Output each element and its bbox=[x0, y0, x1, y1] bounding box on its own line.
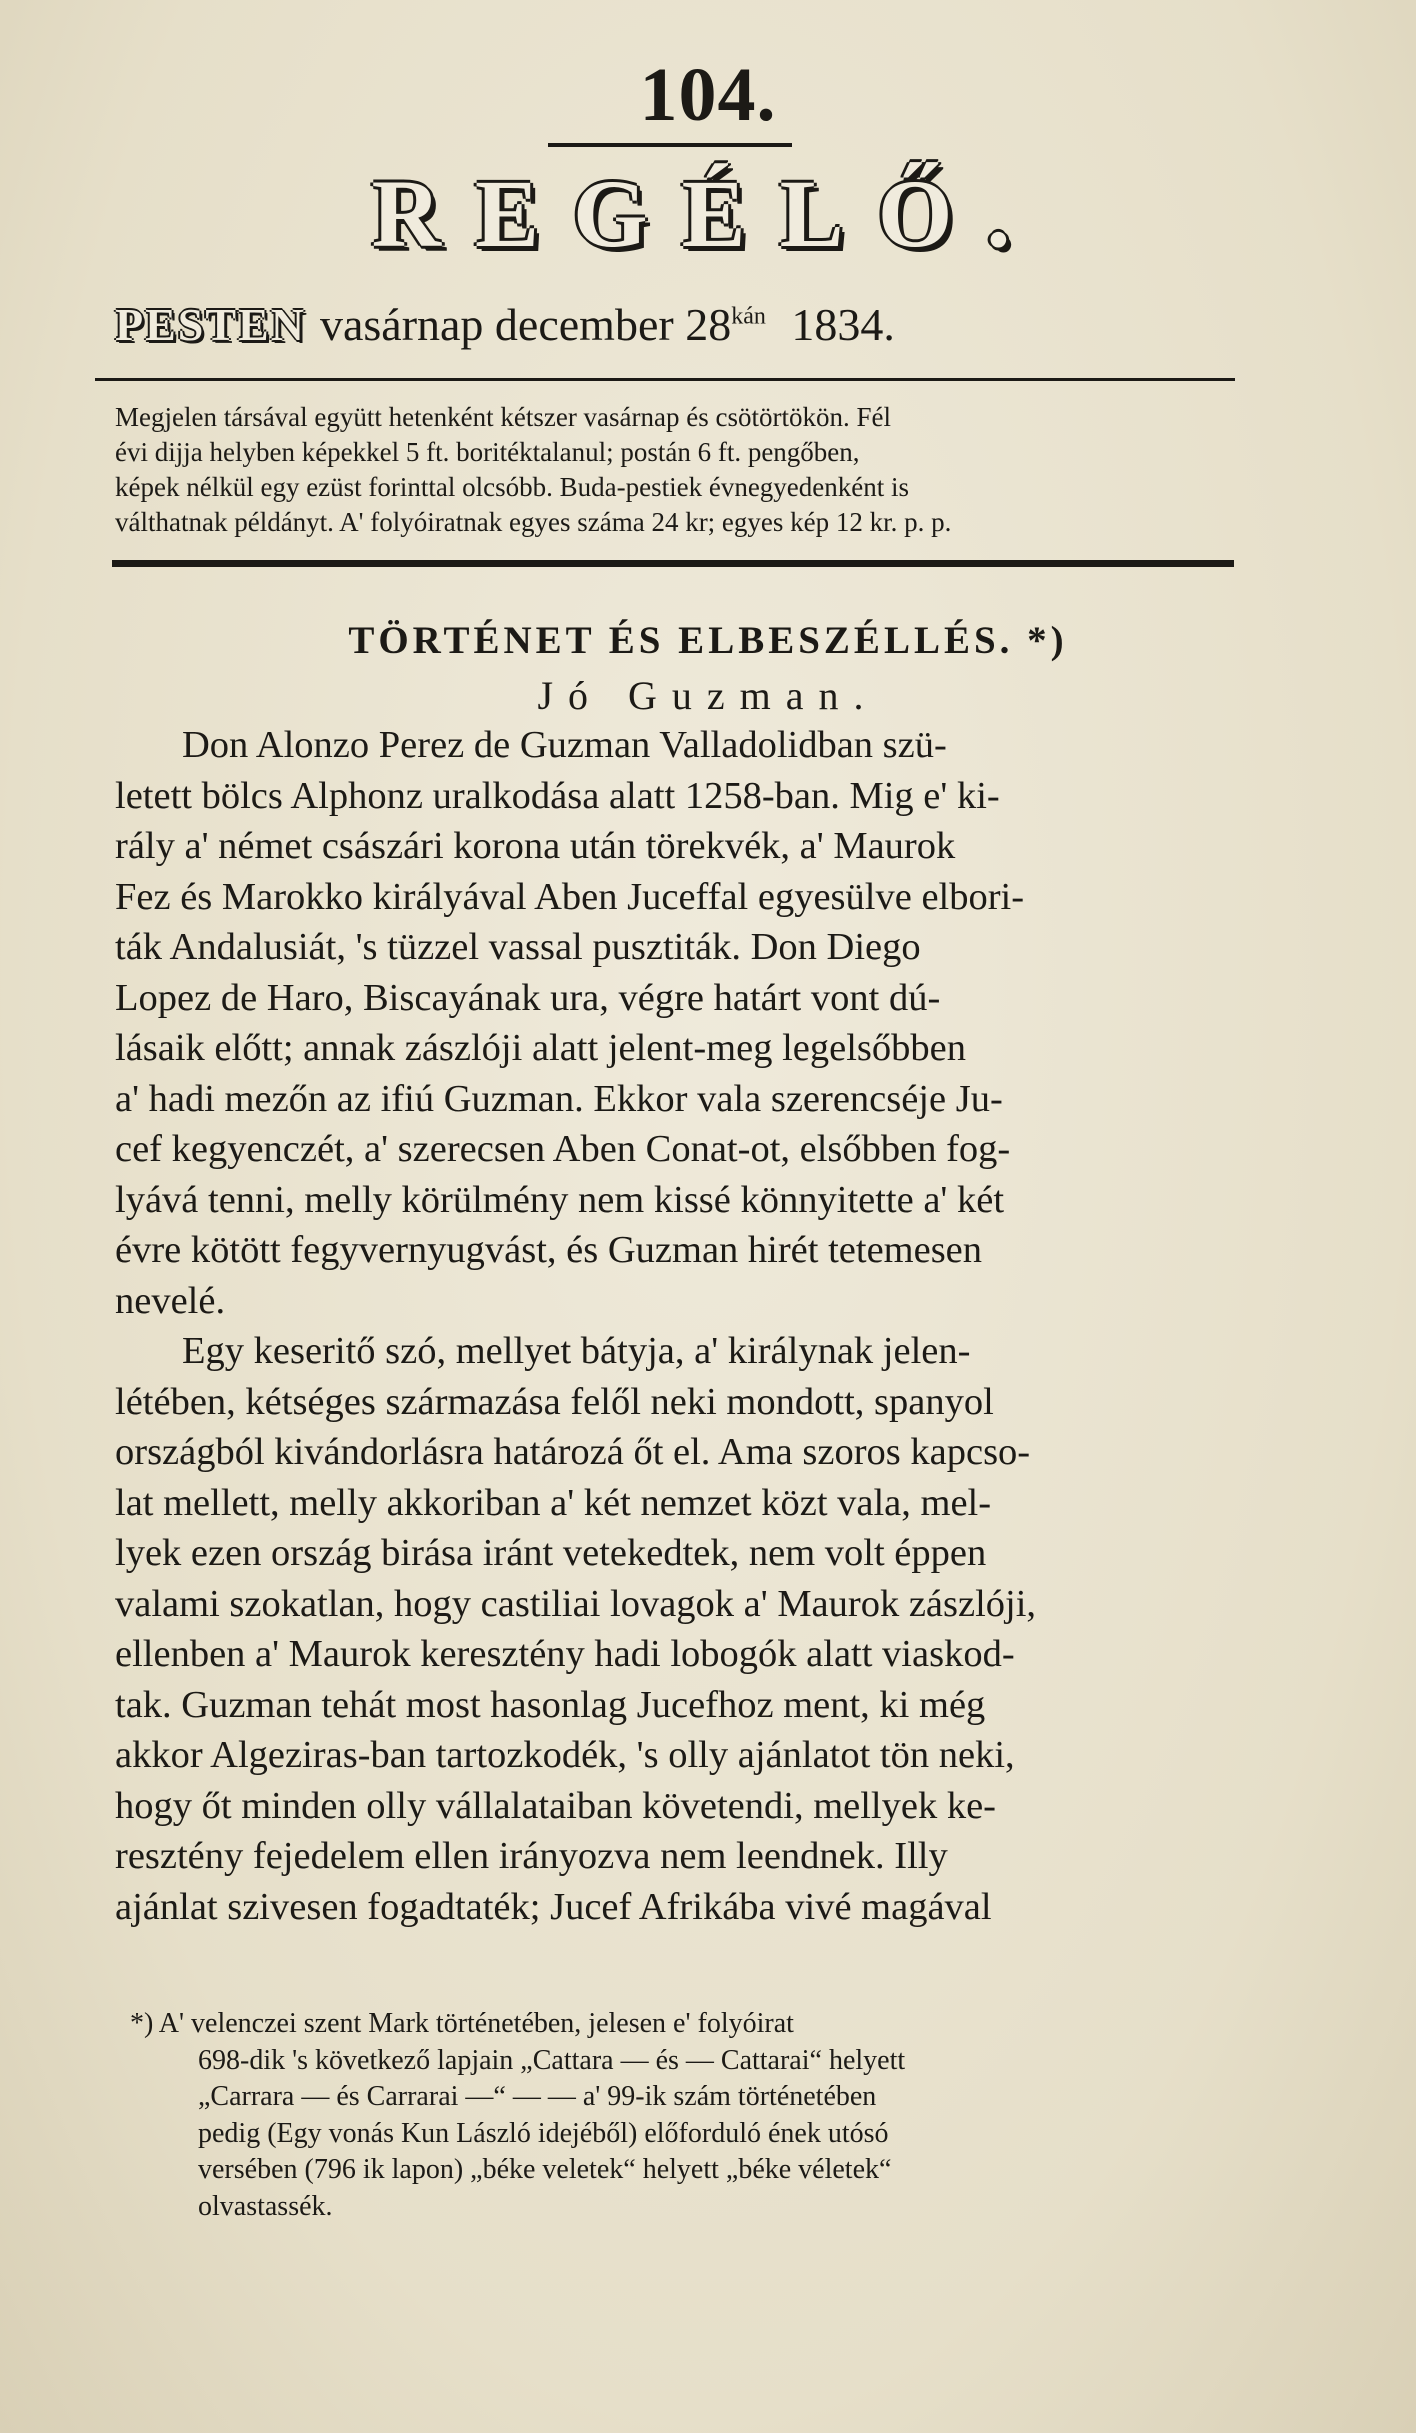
header-divider-bottom bbox=[112, 560, 1234, 567]
notice-line: Megjelen társával együtt hetenként kétszer vasárnap és csötörtökön. Fél bbox=[115, 402, 891, 432]
footnote-line: 698-dik 's következő lapjain „Cattara — és — Cattarai“ helyett bbox=[198, 2044, 906, 2076]
body-line: ajánlat szivesen fogadtaték; Jucef Afrikába vivé magával bbox=[115, 1885, 992, 1928]
body-line: valami szokatlan, hogy castiliai lovagok a' Maurok zászlóji, bbox=[115, 1582, 1037, 1625]
section-heading: TÖRTÉNET ÉS ELBESZÉLLÉS. *) bbox=[348, 619, 1068, 662]
body-line: évre kötött fegyvernyugvást, és Guzman hirét tetemesen bbox=[115, 1229, 983, 1271]
masthead-title: REGÉLŐ. bbox=[371, 160, 1045, 267]
dateline-date-suffix: kán bbox=[731, 303, 766, 330]
body-line: cef kegyenczét, a' szerecsen Aben Conat-ot, elsőbben fog- bbox=[115, 1128, 1011, 1170]
footnote-line: *) A' velenczei szent Mark történetében, jelesen e' folyóirat bbox=[130, 2008, 794, 2039]
body-line: ellenben a' Maurok keresztény hadi lobogók alatt viaskod- bbox=[115, 1633, 1015, 1675]
body-line: nevelé. bbox=[115, 1279, 226, 1322]
body-line: resztény fejedelem ellen irányozva nem leendnek. Illy bbox=[115, 1835, 948, 1877]
footnote bbox=[130, 2006, 1235, 2225]
body-line: Fez és Marokko királyával Aben Juceffal egyesülve elbori- bbox=[115, 875, 1025, 918]
body-line: lyek ezen ország birása iránt vetekedtek, nem volt éppen bbox=[115, 1532, 987, 1574]
notice-line: évi dijja helyben képekkel 5 ft. boritéktalanul; postán 6 ft. pengőben, bbox=[115, 437, 860, 467]
body-line: rály a' német császári korona után törekvék, a' Maurok bbox=[115, 825, 956, 867]
footnote-line: versében (796 ik lapon) „béke veletek“ helyett „béke véletek“ bbox=[198, 2154, 892, 2185]
issue-number-underline bbox=[548, 143, 792, 147]
footnote-line: pedig (Egy vonás Kun László idejéből) előforduló ének utósó bbox=[198, 2117, 889, 2149]
footnote-line: olvastassék. bbox=[198, 2190, 333, 2222]
footnote-line: „Carrara — és Carrarai —“ — — a' 99-ik szám történetében bbox=[198, 2081, 877, 2112]
dateline bbox=[115, 298, 895, 351]
body-line: lat mellett, melly akkoriban a' két nemzet közt vala, mel- bbox=[115, 1481, 992, 1524]
notice-line: képek nélkül egy ezüst forinttal olcsóbb. Buda-pestiek évnegyedenként is bbox=[115, 472, 910, 502]
dateline-date: vasárnap december 28 bbox=[319, 299, 732, 350]
body-line: ták Andalusiát, 's tüzzel vassal pusztiták. Don Diego bbox=[115, 926, 921, 968]
dateline-place: PESTEN bbox=[115, 299, 306, 350]
issue-number: 104. bbox=[639, 53, 777, 137]
body-line: országból kivándorlásra határozá őt el. Ama szoros kapcso- bbox=[115, 1431, 1031, 1473]
body-line: tak. Guzman tehát most hasonlag Jucefhoz ment, ki még bbox=[115, 1683, 986, 1726]
story-title: Jó Guzman. bbox=[537, 673, 879, 718]
body-line: akkor Algeziras-ban tartozkodék, 's olly ajánlatot tön neki, bbox=[115, 1734, 1015, 1776]
body-line: Lopez de Haro, Biscayának ura, végre határt vont dú- bbox=[115, 976, 941, 1019]
body-line: letett bölcs Alphonz uralkodása alatt 1258-ban. Mig e' ki- bbox=[115, 774, 1000, 817]
body-line: lásaik előtt; annak zászlóji alatt jelent-meg legelsőbben bbox=[115, 1027, 966, 1069]
body-line: létében, kétséges származása felől neki mondott, spanyol bbox=[115, 1380, 994, 1423]
header-divider-top bbox=[95, 378, 1235, 381]
body-line: a' hadi mezőn az ifiú Guzman. Ekkor vala szerencséje Ju- bbox=[115, 1077, 1003, 1120]
body-line: lyává tenni, melly körülmény nem kissé könnyitette a' két bbox=[115, 1178, 1005, 1221]
body-line: hogy őt minden olly vállalataiban követendi, mellyek ke- bbox=[115, 1784, 996, 1827]
body-line: Don Alonzo Perez de Guzman Valladolidban szü- bbox=[182, 724, 947, 766]
dateline-year: 1834. bbox=[791, 299, 895, 350]
body-line: Egy keseritő szó, mellyet bátyja, a' királynak jelen- bbox=[182, 1330, 971, 1372]
article-body bbox=[115, 720, 1235, 1932]
subscription-notice bbox=[115, 400, 1225, 540]
notice-line: válthatnak példányt. A' folyóiratnak egyes száma 24 kr; egyes kép 12 kr. p. p. bbox=[115, 507, 952, 537]
